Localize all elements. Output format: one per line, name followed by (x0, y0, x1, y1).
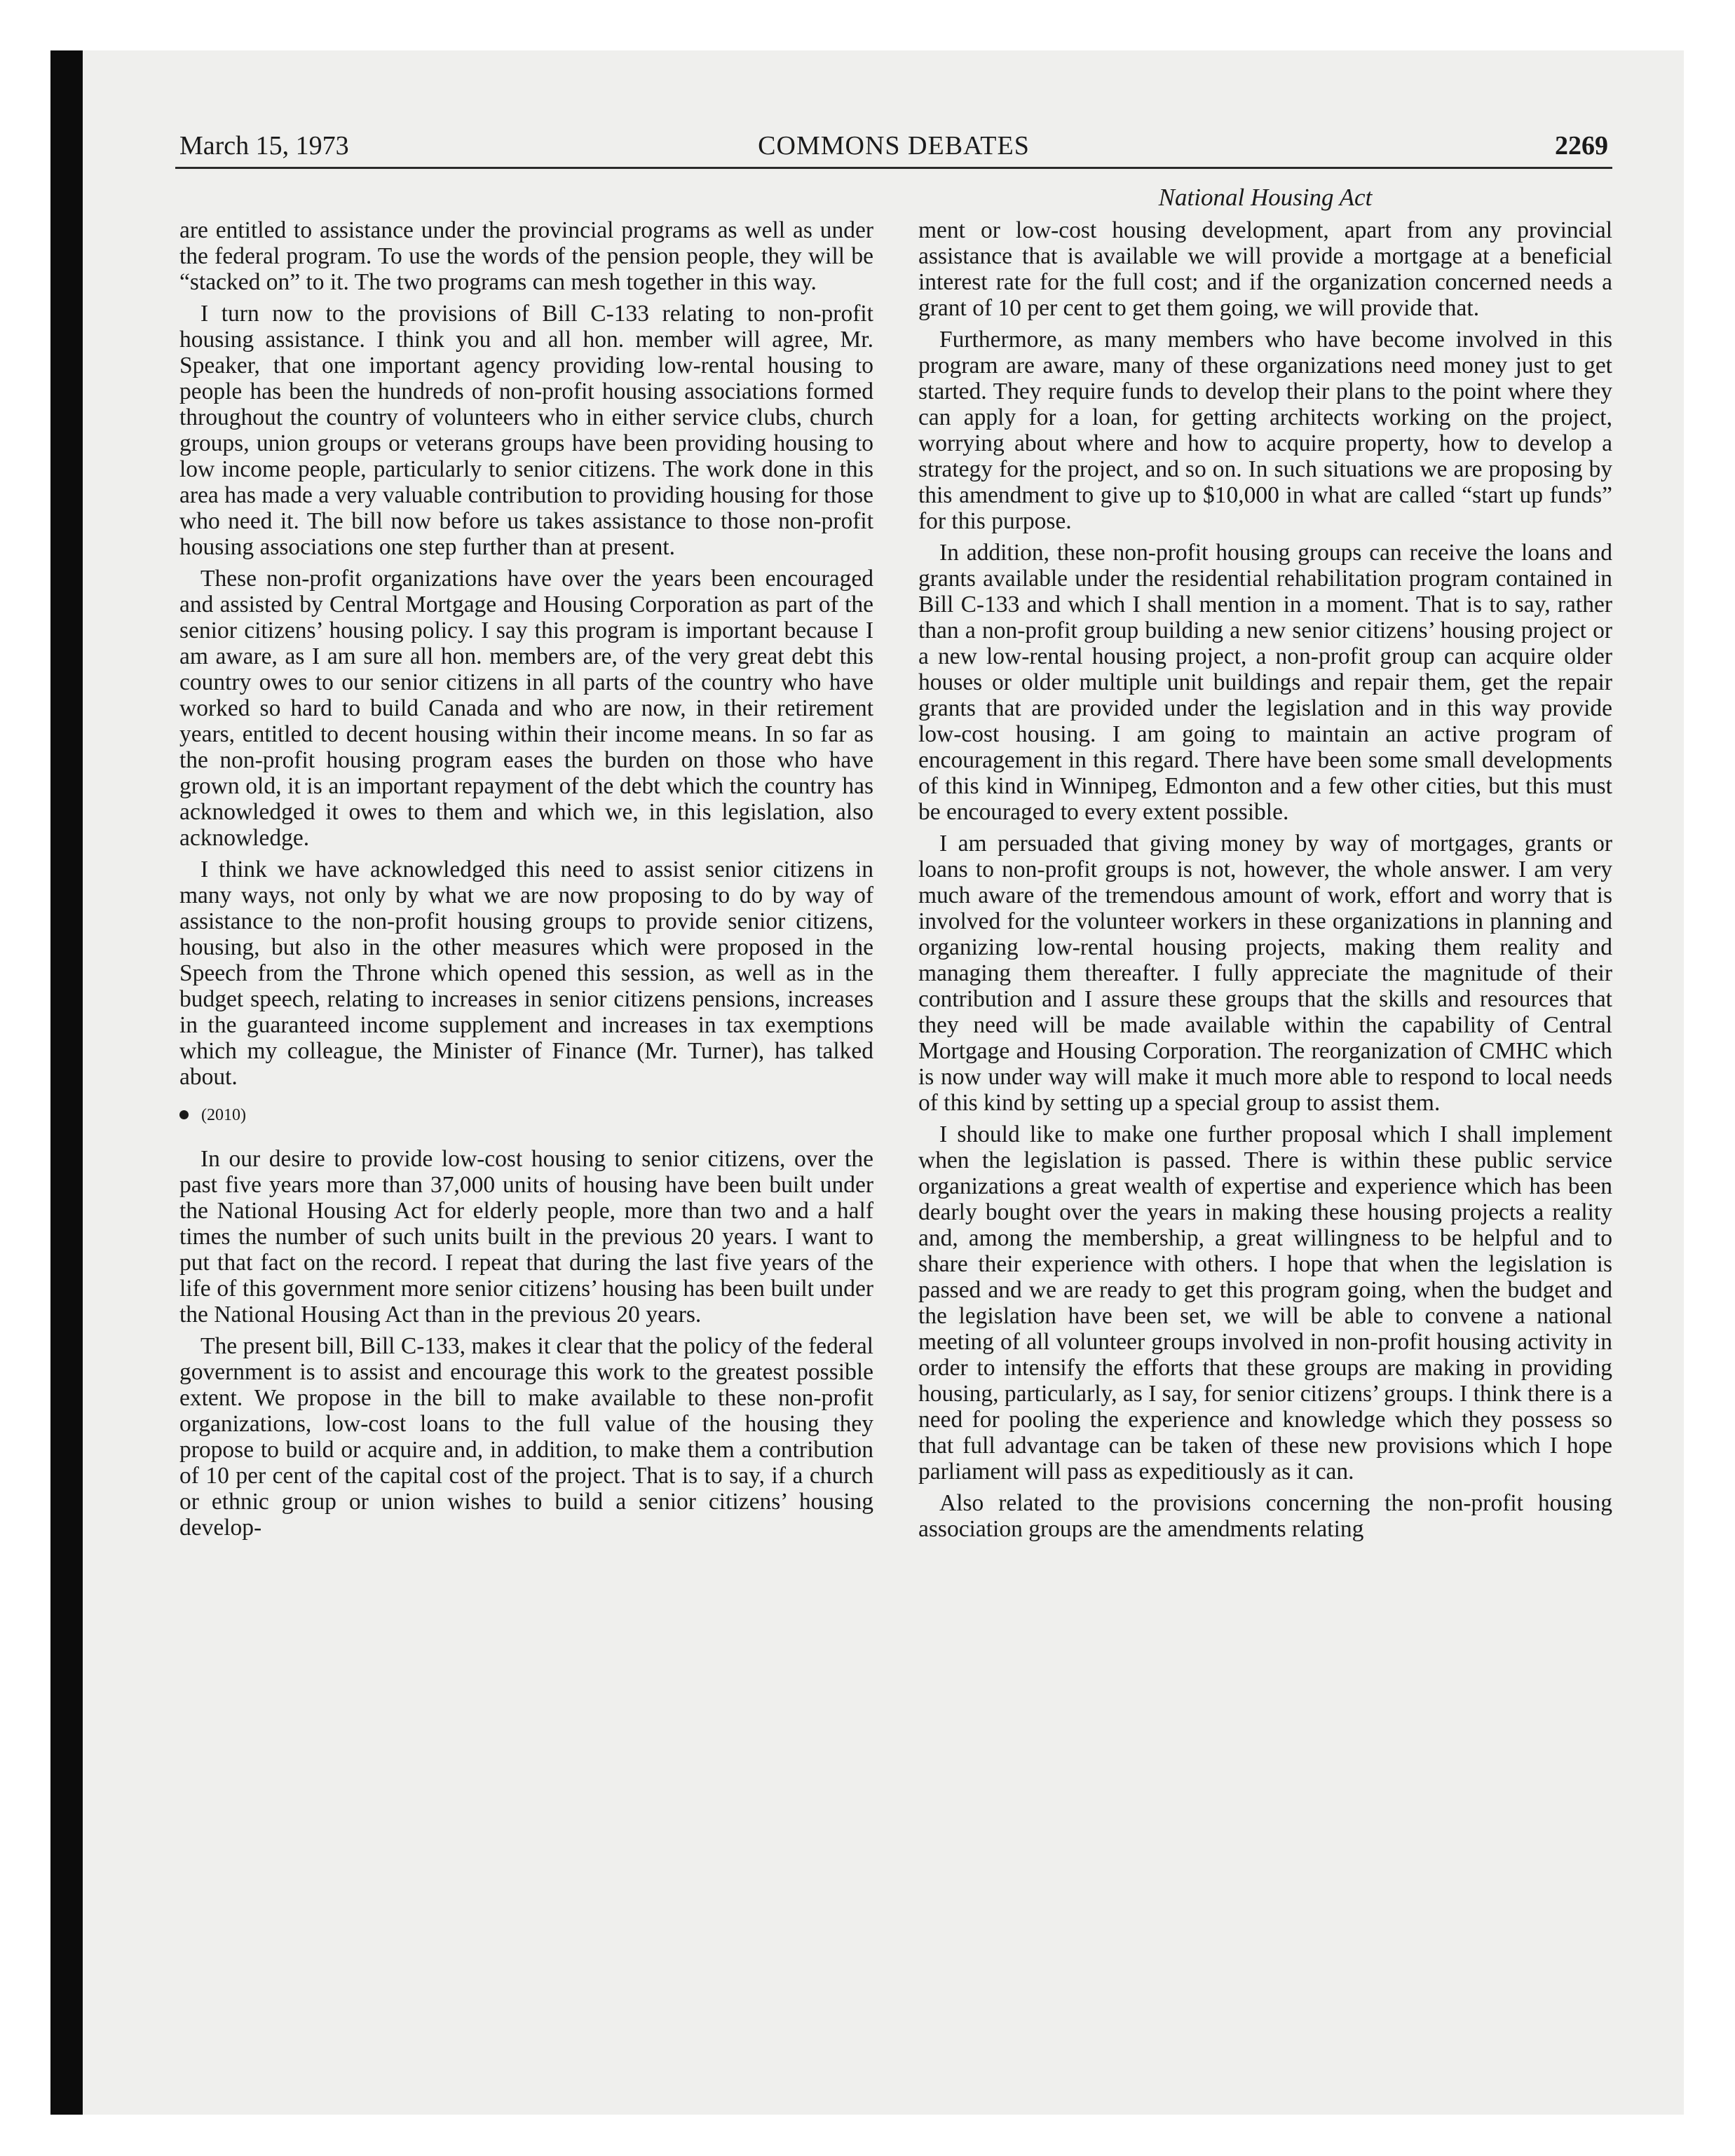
paragraph: In our desire to provide low-cost housing to senior citizens, over the past five years more than 37,000 units of housing have been built under the National Housing Act for elderly people, more than two and a half times the number of such units built in the previous 20 years. I want to put that fact on the record. I repeat that during the last five years of the life of this government more senior citizens’ housing has been built under the National Housing Act than in the previous 20 years. (179, 1146, 873, 1328)
header-page-number: 2269 (1555, 131, 1608, 161)
bullet-icon (179, 1110, 189, 1119)
time-marker (179, 1104, 873, 1126)
binding-edge (50, 50, 83, 2115)
left-column (179, 217, 873, 1546)
paragraph: The present bill, Bill C-133, makes it clear that the policy of the federal government is to assist and encourage this work to the greatest possible extent. We propose in the bill to make available to these non-profit organizations, low-cost loans to the full value of the housing they propose to build or acquire and, in addition, to make them a contribution of 10 per cent of the capital cost of the project. That is to say, if a church or ethnic group or union wishes to build a senior citizens’ housing develop- (179, 1333, 873, 1541)
paragraph: I think we have acknowledged this need to assist senior citizens in many ways, not only by what we are now proposing to do by way of assistance to the non-profit housing groups to provide senior citizens, housing, but also in the other measures which were proposed in the Speech from the Throne which opened this session, as well as in the budget speech, relating to increases in senior citizens pensions, increases in the guaranteed income supplement and increases in tax exemptions which my colleague, the Minister of Finance (Mr. Turner), has talked about. (179, 857, 873, 1090)
document-page (175, 126, 1612, 2054)
running-head (175, 126, 1612, 169)
paragraph: In addition, these non-profit housing groups can receive the loans and grants available under the residential rehabilitation program contained in Bill C-133 and which I shall mention in a moment. That is to say, rather than a non-profit group building a new senior citizens’ housing project or a new low-rental housing project, a non-profit group can acquire older houses or older multiple unit buildings and repair them, get the repair grants that are provided under the legislation and in this way provide low-cost housing. I am going to maintain an active program of encouragement in this regard. There have been some small developments of this kind in Winnipeg, Edmonton and a few other cities, but this must be encouraged to every extent possible. (918, 540, 1612, 825)
section-heading: National Housing Act (1158, 184, 1373, 211)
paragraph: I should like to make one further proposal which I shall implement when the legislation is passed. There is within these public service organizations a great wealth of expertise and experience which has been dearly bought over the years in making these housing projects a reality and, among the membership, a great willingness to be helpful and to share their experience with others. I hope that when the legislation is passed and we are ready to get this program going, when the budget and the legislation have been set, we will be able to convene a national meeting of all volunteer groups involved in non-profit housing activity in order to intensify the efforts that these groups are making in providing housing, particularly, as I say, for senior citizens’ groups. I think there is a need for pooling the experience and knowledge which they possess so that full advantage can be taken of these new provisions which I hope parliament will pass as expeditiously as it can. (918, 1121, 1612, 1485)
paragraph: These non-profit organizations have over the years been encouraged and assisted by Central Mortgage and Housing Corporation as part of the senior citizens’ housing policy. I say this program is important because I am aware, as I am sure all hon. members are, of the very great debt this country owes to our senior citizens in all parts of the country who have worked so hard to build Canada and who are now, in their retirement years, entitled to decent housing within their income means. In so far as the non-profit housing program eases the burden on those who have grown old, it is an important repayment of the debt which the country has acknowledged it owes to them and which we, in this legislation, also acknowledge. (179, 566, 873, 851)
right-column (918, 217, 1612, 1548)
paragraph: are entitled to assistance under the provincial programs as well as under the federal program. To use the words of the pension people, they will be “stacked on” to it. The two programs can mesh together in this way. (179, 217, 873, 295)
time-marker-label: (2010) (201, 1106, 246, 1124)
paragraph: Furthermore, as many members who have become involved in this program are aware, many of these organizations need money just to get started. They require funds to develop their plans to the point where they can apply for a loan, for getting architects working on the project, worrying about where and how to acquire property, how to develop a strategy for the project, and so on. In such situations we are proposing by this amendment to give up to $10,000 in what are called “start up funds” for this purpose. (918, 327, 1612, 534)
header-date: March 15, 1973 (179, 131, 349, 161)
paragraph: Also related to the provisions concerning the non-profit housing association groups are the amendments relating (918, 1490, 1612, 1542)
paragraph: ment or low-cost housing development, apart from any provincial assistance that is available we will provide a mortgage at a beneficial interest rate for the full cost; and if the organization concerned needs a grant of 10 per cent to get them going, we will provide that. (918, 217, 1612, 321)
paragraph: I am persuaded that giving money by way of mortgages, grants or loans to non-profit groups is not, however, the whole answer. I am very much aware of the tremendous amount of work, effort and worry that is involved for the volunteer workers in these organizations in planning and organizing low-rental housing projects, making them reality and managing them thereafter. I fully appreciate the magnitude of their contribution and I assure these groups that the skills and resources that they need will be made available within the capability of Central Mortgage and Housing Corporation. The reorganization of CMHC which is now under way will make it much more able to respond to local needs of this kind by setting up a special group to assist them. (918, 831, 1612, 1116)
header-publication: COMMONS DEBATES (758, 131, 1030, 161)
paragraph: I turn now to the provisions of Bill C-133 relating to non-profit housing assistance. I think you and all hon. member will agree, Mr. Speaker, that one important agency providing low-rental housing to people has been the hundreds of non-profit housing associations formed throughout the country of volunteers who in either service clubs, church groups, union groups or veterans groups have been providing housing to low income people, particularly to senior citizens. The work done in this area has made a very valuable contribution to providing housing for those who need it. The bill now before us takes assistance to those non-profit housing associations one step further than at present. (179, 301, 873, 560)
